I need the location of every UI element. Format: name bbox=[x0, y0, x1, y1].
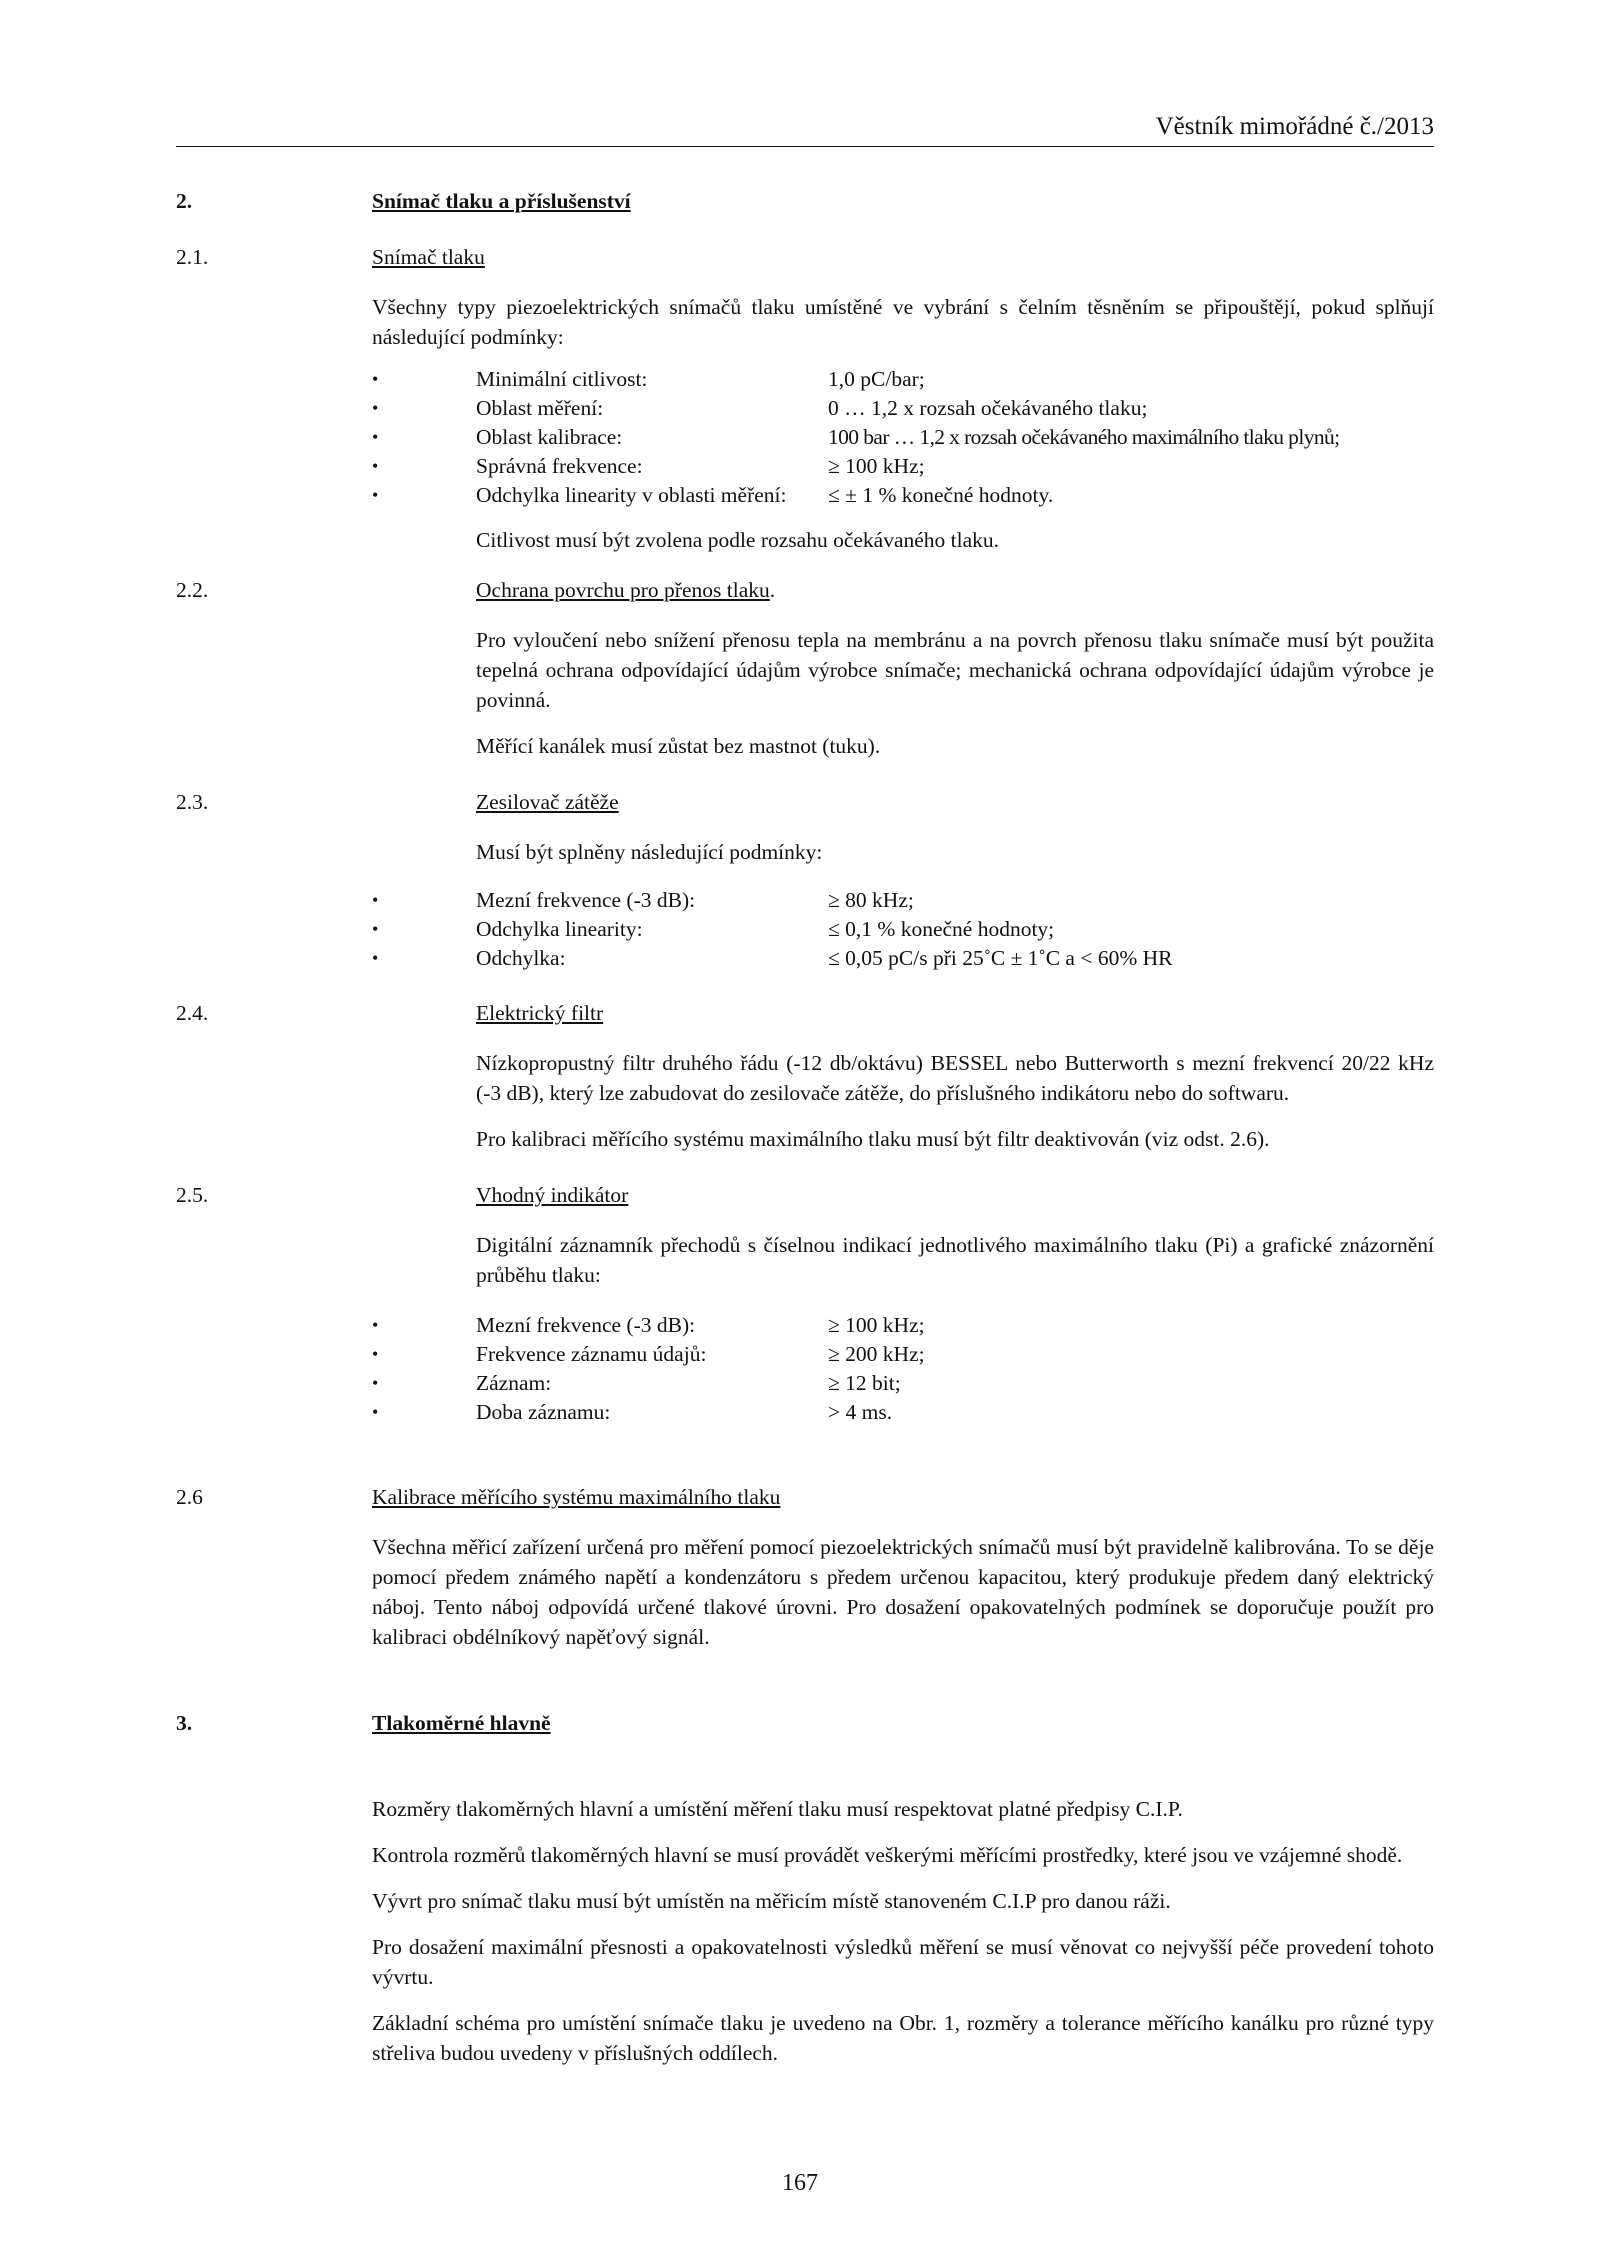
bullet: • bbox=[372, 1373, 379, 1393]
section-title: Tlakoměrné hlavně bbox=[372, 1711, 551, 1735]
bullet: • bbox=[372, 456, 379, 476]
item-value: 100 bar … 1,2 x rozsah očekávaného maximálního tlaku plynů; bbox=[828, 425, 1340, 449]
item-label: Frekvence záznamu údajů: bbox=[476, 1342, 707, 1366]
list-item bbox=[176, 943, 1434, 972]
list-item bbox=[176, 480, 1434, 509]
section-title: Zesilovač zátěže bbox=[476, 790, 619, 814]
paragraph: Kontrola rozměrů tlakoměrných hlavní se musí provádět veškerými měřícími prostředky, které jsou ve vzájemné shodě. bbox=[372, 1843, 1403, 1867]
paragraph: Vývrt pro snímač tlaku musí být umístěn na měřicím místě stanoveném C.I.P pro danou ráži. bbox=[372, 1889, 1171, 1913]
list-item bbox=[176, 885, 1434, 914]
bullet: • bbox=[372, 890, 379, 910]
paragraph: Pro vyloučení nebo snížení přenosu tepla na membránu a na povrch přenosu tlaku snímače musí být použita tepelná ochrana odpovídající údajům výrobce snímače; mechanická ochrana odpovídající údajům výrobce je povinná. bbox=[476, 628, 1434, 712]
section-2-6 bbox=[176, 1482, 1434, 1512]
paragraph: Digitální záznamník přechodů s číselnou indikací jednotlivého maximálního tlaku (Pi) a grafické znázornění průběhu tlaku: bbox=[476, 1233, 1434, 1287]
section-2-2 bbox=[176, 575, 1434, 605]
item-label: Odchylka linearity v oblasti měření: bbox=[476, 483, 787, 507]
paragraph: Pro dosažení maximální přesnosti a opakovatelnosti výsledků měření se musí věnovat co nejvyšší péče provedení tohoto vývrtu. bbox=[372, 1935, 1434, 1989]
section-title: Kalibrace měřícího systému maximálního tlaku bbox=[372, 1485, 781, 1509]
item-label: Mezní frekvence (-3 dB): bbox=[476, 1313, 696, 1337]
item-value: ≥ 12 bit; bbox=[828, 1371, 901, 1395]
item-label: Záznam: bbox=[476, 1371, 552, 1395]
paragraph: Všechna měřicí zařízení určená pro měření pomocí piezoelektrických snímačů musí být pravidelně kalibrována. To se děje pomocí předem známého napětí a kondenzátoru s předem určenou kapacitou, který produkuje předem daný elektrický náboj. Tento náboj odpovídá určené tlakové úrovni. Pro dosažení opakovatelných podmínek se doporučuje použít pro kalibraci obdélníkový napěťový signál. bbox=[372, 1535, 1434, 1649]
section-number: 2.5. bbox=[176, 1183, 209, 1207]
section-title: Ochrana povrchu pro přenos tlaku bbox=[476, 578, 770, 602]
spec-list bbox=[176, 1310, 1434, 1426]
list-item bbox=[176, 1339, 1434, 1368]
paragraph: Citlivost musí být zvolena podle rozsahu očekávaného tlaku. bbox=[476, 528, 1000, 552]
section-number: 2.2. bbox=[176, 578, 209, 602]
document-content bbox=[176, 186, 1434, 2068]
item-label: Doba záznamu: bbox=[476, 1400, 611, 1424]
section-number: 2.3. bbox=[176, 790, 209, 814]
list-item bbox=[176, 1368, 1434, 1397]
item-value: > 4 ms. bbox=[828, 1400, 893, 1424]
item-value: ≥ 80 kHz; bbox=[828, 888, 914, 912]
item-label: Oblast měření: bbox=[476, 396, 604, 420]
list-item bbox=[176, 1310, 1434, 1339]
item-label: Odchylka: bbox=[476, 946, 566, 970]
item-value: ≤ 0,1 % konečné hodnoty; bbox=[828, 917, 1055, 941]
bullet: • bbox=[372, 369, 379, 389]
section-title: Vhodný indikátor bbox=[476, 1183, 629, 1207]
bullet: • bbox=[372, 398, 379, 418]
list-item bbox=[176, 914, 1434, 943]
spec-list bbox=[176, 885, 1434, 972]
item-label: Oblast kalibrace: bbox=[476, 425, 623, 449]
section-2 bbox=[176, 186, 1434, 216]
list-item bbox=[176, 422, 1434, 451]
bullet: • bbox=[372, 919, 379, 939]
paragraph: Základní schéma pro umístění snímače tlaku je uvedeno na Obr. 1, rozměry a tolerance měřícího kanálku pro různé typy střeliva budou uvedeny v příslušných oddílech. bbox=[372, 2011, 1434, 2065]
section-number: 2.6 bbox=[176, 1485, 203, 1509]
item-label: Minimální citlivost: bbox=[476, 367, 648, 391]
paragraph: Rozměry tlakoměrných hlavní a umístění měření tlaku musí respektovat platné předpisy C.I.P. bbox=[372, 1797, 1183, 1821]
item-value: ≥ 100 kHz; bbox=[828, 454, 925, 478]
bullet: • bbox=[372, 1315, 379, 1335]
section-number: 2. bbox=[176, 189, 193, 213]
item-label: Odchylka linearity: bbox=[476, 917, 643, 941]
bullet: • bbox=[372, 948, 379, 968]
item-value: 0 … 1,2 x rozsah očekávaného tlaku; bbox=[828, 396, 1148, 420]
section-title: Snímač tlaku a příslušenství bbox=[372, 189, 631, 213]
paragraph: Nízkopropustný filtr druhého řádu (-12 db/oktávu) BESSEL nebo Butterworth s mezní frekvencí 20/22 kHz (-3 dB), který lze zabudovat do zesilovače zátěže, do příslušného indikátoru nebo do softwaru. bbox=[476, 1051, 1434, 1105]
section-2-5 bbox=[176, 1180, 1434, 1210]
page-header: Věstník mimořádné č./2013 bbox=[176, 110, 1434, 147]
section-3 bbox=[176, 1708, 1434, 1738]
page-number: 167 bbox=[782, 2170, 818, 2196]
item-value: ≤ ± 1 % konečné hodnoty. bbox=[828, 483, 1054, 507]
item-value: ≤ 0,05 pC/s při 25˚C ± 1˚C a < 60% HR bbox=[828, 946, 1173, 970]
item-value: ≥ 200 kHz; bbox=[828, 1342, 925, 1366]
section-title-end: . bbox=[769, 578, 776, 602]
paragraph: Měřící kanálek musí zůstat bez mastnot (tuku). bbox=[476, 734, 881, 758]
section-number: 2.1. bbox=[176, 245, 209, 269]
bullet: • bbox=[372, 485, 379, 505]
list-item bbox=[176, 1397, 1434, 1426]
bullet: • bbox=[372, 1344, 379, 1364]
paragraph: Všechny typy piezoelektrických snímačů tlaku umístěné ve vybrání s čelním těsněním se připouštějí, pokud splňují následující podmínky: bbox=[372, 295, 1434, 349]
list-item bbox=[176, 364, 1434, 393]
item-value: ≥ 100 kHz; bbox=[828, 1313, 925, 1337]
spec-list bbox=[176, 364, 1434, 509]
section-title: Elektrický filtr bbox=[476, 1001, 604, 1025]
item-label: Správná frekvence: bbox=[476, 454, 643, 478]
bullet: • bbox=[372, 427, 379, 447]
section-number: 2.4. bbox=[176, 1001, 209, 1025]
section-title: Snímač tlaku bbox=[372, 245, 485, 269]
section-2-1 bbox=[176, 242, 1434, 272]
section-2-3 bbox=[176, 787, 1434, 817]
bullet: • bbox=[372, 1402, 379, 1422]
list-item bbox=[176, 451, 1434, 480]
item-label: Mezní frekvence (-3 dB): bbox=[476, 888, 696, 912]
section-2-4 bbox=[176, 998, 1434, 1028]
list-item bbox=[176, 393, 1434, 422]
paragraph: Musí být splněny následující podmínky: bbox=[476, 840, 823, 864]
paragraph: Pro kalibraci měřícího systému maximálního tlaku musí být filtr deaktivován (viz odst. 2.6). bbox=[476, 1127, 1270, 1151]
section-number: 3. bbox=[176, 1711, 193, 1735]
item-value: 1,0 pC/bar; bbox=[828, 367, 925, 391]
